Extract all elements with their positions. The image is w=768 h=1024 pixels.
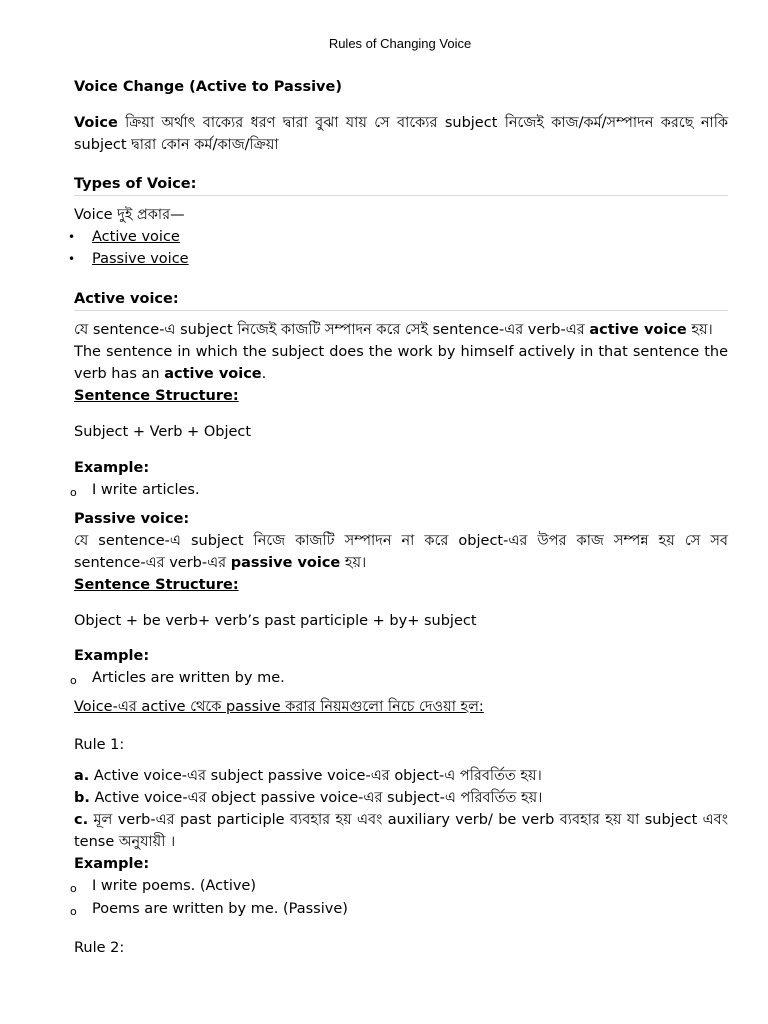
list-item — [70, 479, 728, 502]
list-item — [70, 875, 728, 898]
active-bengali-paragraph — [74, 319, 728, 341]
rule1-example-heading: Example: — [74, 856, 150, 872]
circle-bullet-icon: o — [70, 486, 77, 499]
rule1-item-a — [74, 765, 728, 787]
active-english-paragraph — [74, 341, 728, 385]
list-item-label: Active voice — [92, 229, 180, 245]
active-bengali-end: হয়। — [686, 322, 713, 338]
list-item — [70, 898, 728, 921]
active-bengali-text: যে sentence-এ subject নিজেই কাজটি সম্পাদন করে সেই sentence-এর verb-এর — [74, 322, 590, 338]
rule1-example: I write poems. (Active) — [92, 878, 257, 894]
intro-text: ক্রিয়া অর্থাৎ বাক্যের ধরণ দ্বারা বুঝা যায় সে বাক্যের subject নিজেই কাজ/কর্ম/সম্পাদন করছে নাকি subject দ্বারা কোন কর্ম/কাজ/ক্রিয়া — [74, 115, 728, 153]
page-header: Rules of Changing Voice — [328, 36, 472, 51]
passive-structure: Object + be verb+ verb’s past participle + by+ subject — [74, 613, 477, 629]
rule1-example: Poems are written by me. (Passive) — [92, 901, 348, 917]
passive-example: Articles are written by me. — [92, 670, 285, 686]
active-structure: Subject + Verb + Object — [74, 424, 252, 440]
active-example-heading: Example: — [74, 460, 150, 476]
list-item — [70, 667, 728, 690]
passive-bengali-end: হয়। — [340, 555, 367, 571]
types-heading: Types of Voice: — [74, 173, 728, 196]
bullet-icon: • — [68, 230, 76, 244]
rule1-item-label: b. — [74, 790, 90, 806]
circle-bullet-icon: o — [70, 674, 77, 687]
active-english-end: . — [261, 366, 267, 382]
bullet-icon: • — [68, 252, 76, 266]
types-intro: Voice দুই প্রকার— — [74, 207, 185, 223]
passive-bengali-bold: passive voice — [230, 555, 341, 571]
active-english-bold: active voice — [164, 366, 262, 382]
list-item-label: Passive voice — [92, 251, 189, 267]
list-item — [68, 226, 728, 248]
active-example: I write articles. — [92, 482, 200, 498]
rule2-title: Rule 2: — [74, 940, 125, 956]
passive-heading: Passive voice: — [74, 511, 190, 527]
rules-heading: Voice-এর active থেকে passive করার নিয়মগুলো নিচে দেওয়া হল: — [74, 699, 484, 715]
passive-structure-heading: Sentence Structure: — [74, 577, 239, 593]
passive-example-heading: Example: — [74, 648, 150, 664]
list-item — [68, 248, 728, 270]
rule1-item-label: a. — [74, 768, 90, 784]
intro-paragraph — [74, 112, 728, 156]
active-structure-heading: Sentence Structure: — [74, 388, 239, 404]
rule1-item-label: c. — [74, 812, 89, 828]
rule1-item-b — [74, 787, 728, 809]
active-english-text: The sentence in which the subject does the work by himself actively in that sentence the verb has an — [74, 344, 728, 382]
intro-lead: Voice — [74, 115, 118, 131]
active-heading: Active voice: — [74, 288, 728, 311]
passive-bengali-paragraph — [74, 530, 728, 574]
active-bengali-bold: active voice — [589, 322, 687, 338]
rule1-item-text: Active voice-এর object passive voice-এর subject-এ পরিবর্তিত হয়। — [89, 790, 543, 806]
rule1-title: Rule 1: — [74, 737, 125, 753]
circle-bullet-icon: o — [70, 905, 77, 918]
circle-bullet-icon: o — [70, 882, 77, 895]
document-body — [68, 76, 728, 959]
rule1-item-text: Active voice-এর subject passive voice-এর object-এ পরিবর্তিত হয়। — [89, 768, 542, 784]
document-title: Voice Change (Active to Passive) — [74, 79, 342, 95]
passive-bengali-text: যে sentence-এ subject নিজে কাজটি সম্পাদন না করে object-এর উপর কাজ সম্পন্ন হয় সে সব sentence-এর verb-এর — [74, 533, 728, 571]
rule1-item-c — [74, 809, 728, 853]
rule1-item-text: মূল verb-এর past participle ব্যবহার হয় এবং auxiliary verb/ be verb ব্যবহার হয় যা subject এবং tense অনুযায়ী । — [74, 812, 728, 850]
